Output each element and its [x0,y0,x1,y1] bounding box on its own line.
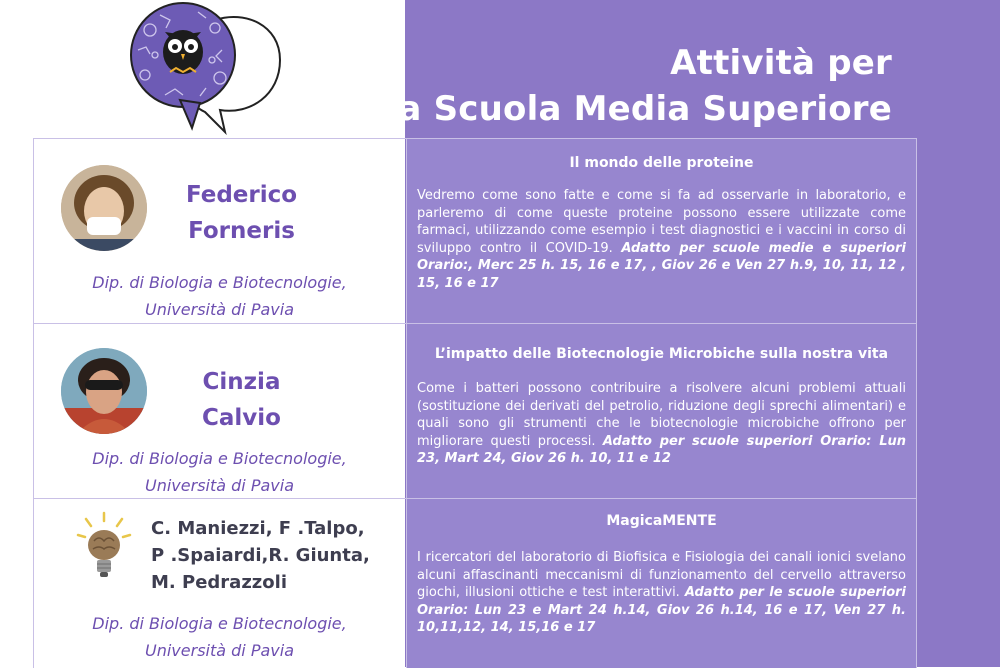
speaker-names-line-3: M. Pedrazzoli [151,572,287,593]
owl-logo-icon [120,0,295,140]
schedule-note: Adatto per scuole medie e superiori Orario:, Merc 25 h. 15, 16 e 17, , Giov 26 e Ven 27 h.9, 10, 11, 12 , 15, 16 e 17 [417,240,906,291]
schedule-note: Adatto per scuole superiori Orario: Lun 23, Mart 24, Giov 26 h. 10, 11 e 12 [417,433,906,466]
activity-row-2 [33,323,917,499]
avatar [61,348,147,434]
activity-description [417,187,906,292]
speaker-first-name: Federico [185,182,298,208]
affiliation-line-1: Dip. di Biologia e Biotecnologie, [92,449,347,468]
speaker-name [164,364,319,436]
activity-description [417,549,906,637]
activity-title: MagicaMENTE [606,513,717,529]
activity-row-3 [33,498,917,668]
activity-panel [406,499,916,668]
speaker-name [164,177,319,249]
description-text: Vedremo come sono fatte e come si fa ad osservarle in laboratorio, e parleremo di come queste proteine possono essere utilizzate come farmaci, utilizzando come esempio i test diagnostici e i vaccini in corso di sviluppo contro il COVID-19. [417,188,906,256]
speaker-last-name: Forneris [188,218,295,244]
person-photo-icon [61,348,147,434]
affiliation [34,269,405,323]
speaker-names-line-2: P .Spaiardi,R. Giunta, [151,545,370,566]
activity-title: L’impatto delle Biotecnologie Microbiche sulla nostra vita [434,346,889,362]
avatar [61,165,147,251]
affiliation [34,610,405,664]
affiliation [34,445,405,499]
activity-panel [406,139,916,324]
speaker-first-name: Cinzia [202,369,281,395]
description-text: I ricercatori del laboratorio di Biofisica e Fisiologia dei canali ionici svelano alcuni affascinanti meccanismi di funzionamento del cervello attraverso giochi, illusioni ottiche e test interattivi. [417,550,906,600]
person-photo-icon [61,165,147,251]
affiliation-line-1: Dip. di Biologia e Biotecnologie, [92,273,347,292]
speaker-names [151,515,370,596]
activity-row-1 [33,138,917,324]
speaker-panel [34,324,405,499]
affiliation-line-2: Università di Pavia [145,300,294,319]
lightbulb-brain-icon [76,511,132,583]
page-title [387,40,892,132]
activity-description [417,380,906,468]
speaker-panel [34,499,405,668]
schedule-note: Adatto per le scuole superiori Orario: Lun 23 e Mart 24 h.14, Giov 26 h.14, 16 e 17, Ven 27 h. 10,11,12, 14, 15,16 e 17 [417,585,906,635]
description-text: Come i batteri possono contribuire a risolvere alcuni problemi attuali (sostituzione dei derivati del petrolio, riduzione degli sprechi alimentari) e quali sono gli strumenti che le biotecnologie microbiche offrono per migliorare questi processi. [417,381,906,449]
affiliation-line-2: Università di Pavia [145,476,294,495]
speaker-panel [34,139,405,324]
activity-panel [406,324,916,499]
title-line-2: la Scuola Media Superiore [386,89,892,129]
affiliation-line-1: Dip. di Biologia e Biotecnologie, [92,614,347,633]
affiliation-line-2: Università di Pavia [145,641,294,660]
speaker-last-name: Calvio [202,405,281,431]
activity-title: Il mondo delle proteine [569,155,754,171]
speaker-names-line-1: C. Maniezzi, F .Talpo, [151,518,365,539]
title-line-1: Attività per [670,43,892,83]
